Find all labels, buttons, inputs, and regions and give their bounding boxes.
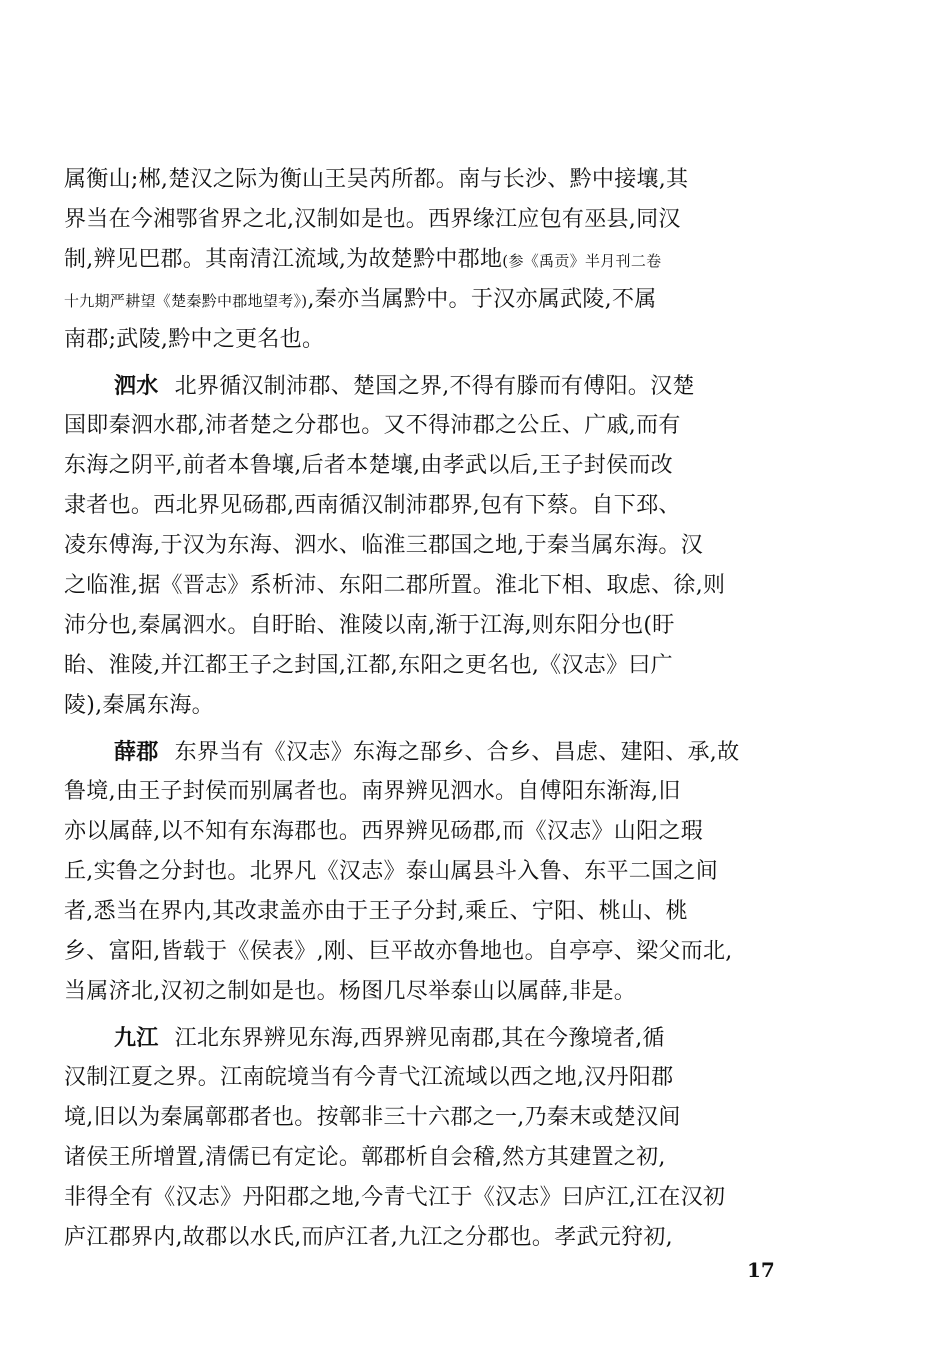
line-text: 国即秦泗水郡,沛者楚之分郡也。又不得沛郡之公丘、广戚,而有 [64, 413, 681, 438]
text-line [64, 686, 804, 726]
inline-note: 十九期严耕望《楚秦黔中郡地望考》) [64, 292, 308, 310]
line-text: 眙、淮陵,并江都王子之封国,江都,东阳之更名也,《汉志》曰广 [64, 653, 673, 678]
text-line [64, 646, 804, 686]
line-text: ,秦亦当属黔中。于汉亦属武陵,不属 [307, 287, 657, 312]
text-line [64, 1098, 804, 1138]
line-text: 亦以属薛,以不知有东海郡也。西界辨见砀郡,而《汉志》山阳之瑕 [64, 819, 703, 844]
text-line [64, 1218, 804, 1258]
line-text: 鲁境,由王子封侯而别属者也。南界辨见泗水。自傅阳东渐海,旧 [64, 779, 681, 804]
page-number: 17 [747, 1258, 775, 1282]
text-line [64, 932, 804, 972]
text-line [64, 606, 804, 646]
line-text: 乡、富阳,皆载于《侯表》,刚、巨平故亦鲁地也。自亭亭、梁父而北, [64, 939, 733, 964]
line-text: 沛分也,秦属泗水。自盱眙、淮陵以南,渐于江海,则东阳分也(盱 [64, 613, 675, 638]
section-heading: 九江 [114, 1025, 159, 1051]
line-text: 丘,实鲁之分封也。北界凡《汉志》泰山属县斗入鲁、东平二国之间 [64, 859, 718, 884]
line-text: 庐江郡界内,故郡以水氏,而庐江者,九江之分郡也。孝武元狩初, [64, 1225, 673, 1250]
text-line [64, 406, 804, 446]
line-text: 境,旧以为秦属鄣郡者也。按鄣非三十六郡之一,乃秦末或楚汉间 [64, 1105, 681, 1130]
text-line [64, 1058, 804, 1098]
text-line [64, 160, 804, 200]
text-line [64, 486, 804, 526]
line-text: 东界当有《汉志》东海之郚乡、合乡、昌虑、建阳、承,故 [174, 740, 740, 765]
text-line [64, 772, 804, 812]
line-text: 隶者也。西北界见砀郡,西南循汉制沛郡界,包有下蔡。自下邳、 [64, 493, 681, 518]
line-text: 凌东傅海,于汉为东海、泗水、临淮三郡国之地,于秦当属东海。汉 [64, 533, 703, 558]
line-text: 之临淮,据《晋志》系析沛、东阳二郡所置。淮北下相、取虑、徐,则 [64, 573, 726, 598]
line-text: 诸侯王所增置,清儒已有定论。鄣郡析自会稽,然方其建置之初, [64, 1145, 666, 1170]
line-text: 当属济北,汉初之制如是也。杨图几尽举泰山以属薛,非是。 [64, 979, 637, 1004]
line-text: 陵),秦属东海。 [64, 693, 214, 718]
line-text: 者,悉当在界内,其改隶盖亦由于王子分封,乘丘、宁阳、桃山、桃 [64, 899, 688, 924]
text-line [64, 200, 804, 240]
text-line [64, 566, 804, 606]
line-text: 东海之阴平,前者本鲁壤,后者本楚壤,由孝武以后,王子封侯而改 [64, 453, 673, 478]
line-text: 江北东界辨见东海,西界辨见南郡,其在今豫境者,循 [174, 1026, 665, 1051]
text-line [64, 280, 804, 320]
text-line [64, 320, 804, 360]
section-heading: 薛郡 [114, 739, 159, 765]
line-text: 制,辨见巴郡。其南清江流域,为故楚黔中郡地 [64, 247, 503, 272]
text-line [64, 1138, 804, 1178]
inline-note: (参《禹贡》半月刊二卷 [502, 252, 662, 270]
line-text: 属衡山;郴,楚汉之际为衡山王吴芮所都。南与长沙、黔中接壤,其 [64, 167, 689, 192]
text-line [64, 972, 804, 1012]
section-heading: 泗水 [114, 373, 159, 399]
line-text: 南郡;武陵,黔中之更名也。 [64, 327, 325, 352]
line-text: 非得全有《汉志》丹阳郡之地,今青弋江于《汉志》曰庐江,江在汉初 [64, 1185, 726, 1210]
text-line [64, 812, 804, 852]
text-line [64, 1178, 804, 1218]
text-line [64, 446, 804, 486]
line-text: 北界循汉制沛郡、楚国之界,不得有滕而有傅阳。汉楚 [174, 374, 695, 399]
body-text [64, 160, 804, 1258]
line-text: 汉制江夏之界。江南皖境当有今青弋江流域以西之地,汉丹阳郡 [64, 1065, 674, 1090]
text-line [64, 732, 804, 772]
text-line [64, 526, 804, 566]
text-line [64, 892, 804, 932]
text-line [64, 240, 804, 280]
text-line [64, 852, 804, 892]
line-text: 界当在今湘鄂省界之北,汉制如是也。西界缘江应包有巫县,同汉 [64, 207, 681, 232]
text-line [64, 1018, 804, 1058]
text-line [64, 366, 804, 406]
